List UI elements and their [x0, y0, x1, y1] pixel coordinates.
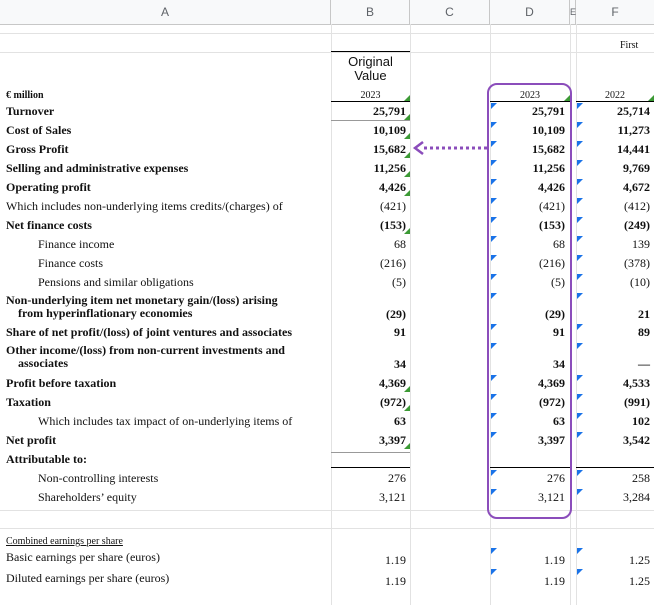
cell-b[interactable]: 63	[394, 414, 406, 428]
row-label[interactable]: Net finance costs	[6, 218, 92, 232]
header-original-value: Original Value	[348, 54, 393, 83]
row-label[interactable]: Turnover	[6, 104, 55, 118]
cell-b[interactable]: 3,121	[379, 490, 406, 504]
cell-f[interactable]: (991)	[624, 395, 650, 409]
cell-f[interactable]: 258	[632, 471, 650, 485]
cell-f[interactable]: 102	[632, 414, 650, 428]
row-label[interactable]: Finance costs	[38, 256, 103, 270]
cell-b[interactable]: (29)	[386, 307, 406, 321]
cell-d[interactable]: (216)	[539, 256, 565, 270]
cell-d[interactable]: 1.19	[544, 553, 565, 567]
cell-f[interactable]: 89	[638, 325, 650, 339]
row-label[interactable]: Shareholders’ equity	[38, 490, 137, 504]
row-label[interactable]: Combined earnings per share	[6, 536, 123, 547]
row-label-line1[interactable]: Non-underlying item net monetary gain/(loss) arising	[6, 293, 278, 307]
cell-f[interactable]: 14,441	[617, 142, 650, 156]
cell-f[interactable]: 11,273	[617, 123, 650, 137]
column-header-b[interactable]: B	[331, 0, 410, 24]
cell-f[interactable]: (249)	[624, 218, 650, 232]
cell-b[interactable]: (5)	[392, 275, 406, 289]
cell-d[interactable]: 11,256	[532, 161, 565, 175]
cell-f[interactable]: 1.25	[629, 553, 650, 567]
cell-f[interactable]: 3,542	[623, 433, 650, 447]
row-label[interactable]: Selling and administrative expenses	[6, 161, 189, 175]
cell-d[interactable]: 63	[553, 414, 565, 428]
row-label[interactable]: Basic earnings per share (euros)	[6, 550, 160, 564]
cell-b[interactable]: (216)	[380, 256, 406, 270]
row-label[interactable]: Taxation	[6, 395, 51, 409]
header-units: € million	[6, 90, 44, 101]
cell-f[interactable]: 1.25	[629, 574, 650, 588]
cell-f[interactable]: 4,672	[623, 180, 650, 194]
cell-b[interactable]: (972)	[380, 395, 406, 409]
row-label[interactable]: Pensions and similar obligations	[38, 275, 194, 289]
cell-d[interactable]: 34	[553, 357, 565, 371]
cell-b[interactable]: 68	[394, 237, 406, 251]
cell-d[interactable]: 25,791	[532, 104, 565, 118]
cell-b[interactable]: 11,256	[373, 161, 406, 175]
cell-f[interactable]: 139	[632, 237, 650, 251]
cell-f[interactable]: 3,284	[623, 490, 650, 504]
row-label[interactable]: Profit before taxation	[6, 376, 117, 390]
cell-b[interactable]: 15,682	[373, 142, 406, 156]
cell-d[interactable]: 15,682	[532, 142, 565, 156]
column-header-e[interactable]: E	[570, 0, 576, 24]
row-label-line2[interactable]: associates	[18, 356, 68, 370]
cell-d[interactable]: (29)	[545, 307, 565, 321]
row-label[interactable]: Share of net profit/(loss) of joint ventures and associates	[6, 325, 292, 339]
cell-b[interactable]: 25,791	[373, 104, 406, 118]
column-header-f[interactable]: F	[611, 5, 619, 19]
header-year-b: 2023	[360, 90, 381, 101]
column-header-d[interactable]: D	[490, 0, 570, 24]
cell-d[interactable]: (5)	[551, 275, 565, 289]
cell-d[interactable]: (421)	[539, 199, 565, 213]
row-label[interactable]: Which includes non-underlying items credits/(charges) of	[6, 199, 283, 213]
row-label[interactable]: Finance income	[38, 237, 115, 251]
cell-b[interactable]: 1.19	[385, 574, 406, 588]
cell-d[interactable]: 4,426	[538, 180, 565, 194]
cell-f[interactable]: (412)	[624, 199, 650, 213]
row-label-line2[interactable]: from hyperinflationary economies	[18, 306, 193, 320]
cell-f[interactable]: 25,714	[617, 104, 650, 118]
cell-d[interactable]: 3,121	[538, 490, 565, 504]
row-label[interactable]: Net profit	[6, 433, 57, 447]
row-label[interactable]: Which includes tax impact of on-underlying items of	[38, 414, 293, 428]
row-label[interactable]: Diluted earnings per share (euros)	[6, 571, 170, 585]
cell-d[interactable]: 68	[553, 237, 565, 251]
row-label[interactable]: Non-controlling interests	[38, 471, 159, 485]
cell-b[interactable]: 91	[394, 325, 406, 339]
cell-f[interactable]: (378)	[624, 256, 650, 270]
column-header-a[interactable]: A	[0, 0, 331, 24]
cell-d[interactable]: 276	[547, 471, 565, 485]
cell-b[interactable]: 276	[388, 471, 406, 485]
cell-b[interactable]: 4,369	[379, 376, 406, 390]
column-d-highlight-box	[487, 83, 572, 519]
cell-b[interactable]: 3,397	[379, 433, 406, 447]
cell-b[interactable]: 10,109	[373, 123, 406, 137]
cell-d[interactable]: 91	[553, 325, 565, 339]
row-label[interactable]: Gross Profit	[6, 142, 69, 156]
cell-b[interactable]: 1.19	[385, 553, 406, 567]
cell-f[interactable]: 21	[638, 307, 650, 321]
row-label[interactable]: Cost of Sales	[6, 123, 72, 137]
dotted-arrow-icon	[411, 140, 489, 156]
cell-d[interactable]: 3,397	[538, 433, 565, 447]
header-first-label: First	[620, 40, 639, 51]
cell-b[interactable]: (421)	[380, 199, 406, 213]
row-label[interactable]: Operating profit	[6, 180, 91, 194]
cell-f[interactable]: 4,533	[623, 376, 650, 390]
header-year-f: 2022	[605, 90, 625, 101]
header-year-d: 2023	[520, 90, 540, 101]
cell-f[interactable]: 9,769	[623, 161, 650, 175]
column-header-c[interactable]: C	[410, 0, 490, 24]
cell-d[interactable]: (153)	[539, 218, 565, 232]
cell-b[interactable]: (153)	[380, 218, 406, 232]
cell-b[interactable]: 4,426	[379, 180, 406, 194]
cell-d[interactable]: 1.19	[544, 574, 565, 588]
cell-b[interactable]: 34	[394, 357, 406, 371]
row-label[interactable]: Attributable to:	[6, 452, 87, 466]
cell-d[interactable]: (972)	[539, 395, 565, 409]
column-header-bar	[0, 0, 654, 25]
row-label-line1[interactable]: Other income/(loss) from non-current investments and	[6, 343, 285, 357]
cell-d[interactable]: 4,369	[538, 376, 565, 390]
cell-f[interactable]: (10)	[630, 275, 650, 289]
cell-d[interactable]: 10,109	[532, 123, 565, 137]
cell-f[interactable]: —	[638, 357, 650, 371]
